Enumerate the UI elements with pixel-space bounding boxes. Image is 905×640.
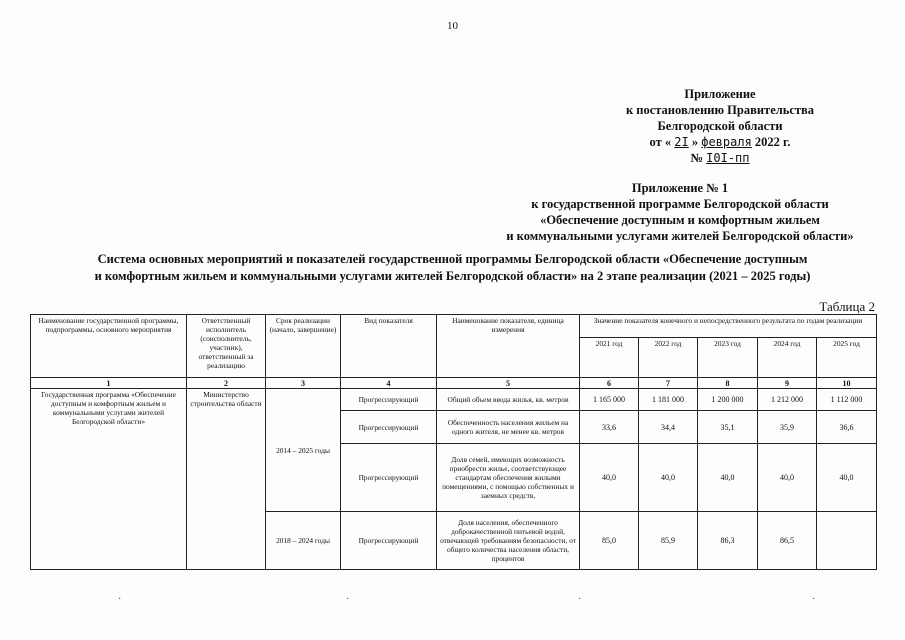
value-cell: 35,9	[758, 411, 817, 444]
indicator-type-cell: Прогрессирующий	[341, 411, 437, 444]
value-cell: 1 212 000	[758, 389, 817, 411]
appendix-title: Приложение	[684, 87, 756, 101]
indicator-name-cell: Общий объем ввода жилья, кв. метров	[437, 389, 580, 411]
indicator-type-cell: Прогрессирующий	[341, 389, 437, 411]
scan-artifact: ·	[578, 594, 582, 605]
appendix1-block	[470, 180, 890, 244]
value-cell: 85,0	[580, 512, 639, 570]
header-period: Срок реализации (начало, завершение)	[266, 315, 341, 378]
value-cell: 35,1	[698, 411, 758, 444]
appendix-month: февраля	[701, 135, 752, 149]
appendix-line1: к постановлению Правительства	[625, 103, 815, 117]
indicator-type-cell: Прогрессирующий	[341, 444, 437, 512]
appendix-date: от « 2I » февраля 2022 г.	[649, 135, 791, 149]
value-cell: 34,4	[639, 411, 698, 444]
value-cell: 33,6	[580, 411, 639, 444]
table-label: Таблица 2	[819, 299, 875, 314]
value-cell: 1 112 000	[817, 389, 877, 411]
value-cell: 40,0	[817, 444, 877, 512]
column-number: 5	[437, 378, 580, 389]
column-number: 10	[817, 378, 877, 389]
header-year: 2024 год	[758, 338, 817, 378]
header-year: 2021 год	[580, 338, 639, 378]
document-title-line2: и комфортным жильем и коммунальными услугами жителей Белгородской области» на 2 этапе реализации (2021 – 2025 годы)	[94, 269, 811, 283]
value-cell: 86,5	[758, 512, 817, 570]
appendix-number: № I0I-пп	[690, 151, 750, 165]
appendix-year: 2022 г.	[754, 135, 791, 149]
header-year: 2022 год	[639, 338, 698, 378]
value-cell: 1 200 000	[698, 389, 758, 411]
value-cell: 40,0	[639, 444, 698, 512]
value-cell: 86,3	[698, 512, 758, 570]
scan-artifact: ·	[346, 594, 350, 605]
document-title-line1: Система основных мероприятий и показателей государственной программы Белгородской области «Обеспечение доступным	[97, 252, 808, 266]
page-number: 10	[447, 20, 458, 32]
appendix1-line1: к государственной программе Белгородской области	[531, 197, 829, 211]
header-year: 2025 год	[817, 338, 877, 378]
header-values-group: Значение показателя конечного и непосредственного результата по годам реализации	[580, 315, 877, 338]
header-executor: Ответственный исполнитель (соисполнитель, участник), ответственный за реализацию	[187, 315, 266, 378]
program-name-cell: Государственная программа «Обеспечение доступным и комфортным жильем и коммунальными услугами жителей Белгородской области»	[31, 389, 187, 570]
appendix1-title: Приложение № 1	[631, 181, 729, 195]
appendix-block	[560, 86, 880, 166]
column-number: 1	[31, 378, 187, 389]
header-indicator-name: Наименование показателя, единица измерения	[437, 315, 580, 378]
scan-artifact: ·	[812, 594, 816, 605]
scan-artifact: ·	[118, 594, 122, 605]
value-cell: 1 181 000	[639, 389, 698, 411]
period-cell: 2014 – 2025 годы	[266, 389, 341, 512]
column-number: 7	[639, 378, 698, 389]
appendix1-line2: «Обеспечение доступным и комфортным жильем	[540, 213, 820, 227]
value-cell	[817, 512, 877, 570]
table-row	[31, 389, 877, 411]
column-numbers-row	[31, 378, 877, 389]
appendix1-line3: и коммунальными услугами жителей Белгородской области»	[506, 229, 854, 243]
header-year: 2023 год	[698, 338, 758, 378]
header-indicator-type: Вид показателя	[341, 315, 437, 378]
appendix-day: 2I	[674, 135, 689, 149]
appendix-line2: Белгородской области	[657, 119, 783, 133]
column-number: 3	[266, 378, 341, 389]
indicators-table	[30, 314, 877, 570]
value-cell: 40,0	[758, 444, 817, 512]
column-number: 9	[758, 378, 817, 389]
value-cell: 40,0	[580, 444, 639, 512]
indicator-name-cell: Обеспеченность населения жильем на одного жителя, не менее кв. метров	[437, 411, 580, 444]
indicator-name-cell: Доля семей, имеющих возможность приобрести жилье, соответствующее стандартам обеспечения жилыми помещениями, с помощью собственных и заемных средств,	[437, 444, 580, 512]
column-number: 2	[187, 378, 266, 389]
document-title	[30, 251, 875, 285]
column-number: 4	[341, 378, 437, 389]
column-number: 6	[580, 378, 639, 389]
value-cell: 85,9	[639, 512, 698, 570]
value-cell: 40,0	[698, 444, 758, 512]
indicator-type-cell: Прогрессирующий	[341, 512, 437, 570]
executor-cell: Министерство строительства области	[187, 389, 266, 570]
indicator-name-cell: Доля населения, обеспеченного доброкачественной питьевой водой, отвечающей требованиям безопасности, от общего количества населения области, процентов	[437, 512, 580, 570]
period-cell: 2018 – 2024 годы	[266, 512, 341, 570]
value-cell: 1 165 000	[580, 389, 639, 411]
header-program: Наименование государственной программы, подпрограммы, основного мероприятия	[31, 315, 187, 378]
value-cell: 36,6	[817, 411, 877, 444]
column-number: 8	[698, 378, 758, 389]
